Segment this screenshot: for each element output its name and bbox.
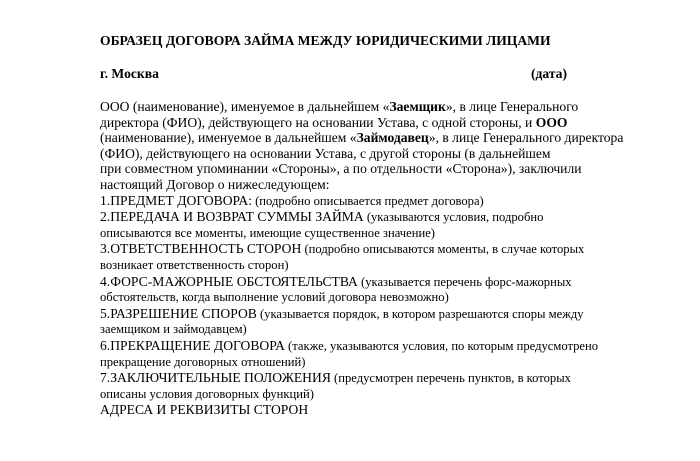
section-4 (100, 274, 675, 291)
city-date-row (100, 66, 567, 82)
date-placeholder: (дата) (530, 66, 567, 81)
preamble-line (100, 115, 675, 131)
section-note: (предусмотрен перечень пунктов, в которых (330, 371, 571, 386)
section-note-continued: описаны условия договорных функций) (100, 386, 314, 401)
section-note-continued: возникает ответственность сторон) (100, 257, 289, 272)
section-heading: 4.ФОРС-МАЖОРНЫЕ ОБСТОЯТЕЛЬСТВА (100, 273, 358, 289)
section-5 (100, 306, 675, 323)
closing-heading: АДРЕСА И РЕКВИЗИТЫ СТОРОН (100, 402, 309, 418)
section-note: (указывается порядок, в котором разрешаются споры между (256, 306, 584, 321)
second-party-ooo: ООО (535, 114, 568, 130)
section-note: (указывается перечень форс-мажорных (357, 274, 572, 289)
lender-term: Займодавец (356, 130, 429, 146)
section-note-continued: описываются все моменты, имеющие существенное значение) (100, 225, 435, 240)
section-note-continued: обстоятельств, когда выполнение условий договора невозможно) (100, 290, 449, 305)
section-1 (100, 193, 675, 210)
preamble-line (100, 130, 675, 146)
preamble-line: (ФИО), действующего на основании Устава, с другой стороны (в дальнейшем (100, 145, 551, 161)
section-heading: 2.ПЕРЕДАЧА И ВОЗВРАТ СУММЫ ЗАЙМА (100, 209, 364, 225)
preamble-line: при совместном упоминании «Стороны», а по отдельности «Сторона»), заключили (100, 161, 582, 177)
preamble-line (100, 99, 675, 115)
section-heading: 3.ОТВЕТСТВЕННОСТЬ СТОРОН (100, 241, 302, 257)
preamble-line: настоящий Договор о нижеследующем: (100, 176, 330, 192)
section-note: (также, указываются условия, по которым предусмотрено (284, 338, 599, 353)
section-heading: 5.РАЗРЕШЕНИЕ СПОРОВ (100, 305, 257, 321)
preamble-text: (наименование), именуемое в дальнейшем « (100, 130, 357, 146)
section-note: (подробно описывается предмет договора) (251, 193, 484, 208)
section-3 (100, 241, 675, 258)
section-note-continued: прекращение договорных отношений) (100, 354, 306, 369)
contract-body (100, 99, 675, 418)
preamble-text: директора (ФИО), действующего на основании Устава, с одной стороны, и (100, 114, 536, 130)
section-note-continued: заемщиком и займодавцем) (100, 322, 247, 337)
section-heading: 6.ПРЕКРАЩЕНИЕ ДОГОВОРА (100, 337, 285, 353)
borrower-term: Заемщик (389, 99, 446, 114)
section-heading: 1.ПРЕДМЕТ ДОГОВОРА: (100, 192, 252, 208)
section-note: (подробно описываются моменты, в случае которых (301, 242, 585, 257)
preamble-text: », в лице Генерального (445, 99, 579, 114)
section-2 (100, 209, 675, 226)
document-title: ОБРАЗЕЦ ДОГОВОРА ЗАЙМА МЕЖДУ ЮРИДИЧЕСКИМИ ЛИЦАМИ (100, 33, 551, 48)
section-7 (100, 370, 675, 387)
city-label: г. Москва (100, 66, 159, 81)
preamble-text: ООО (наименование), именуемое в дальнейшем « (100, 99, 390, 114)
section-heading: 7.ЗАКЛЮЧИТЕЛЬНЫЕ ПОЛОЖЕНИЯ (100, 370, 331, 386)
preamble-text: », в лице Генерального директора (428, 130, 624, 146)
document-page (100, 0, 680, 461)
section-6 (100, 338, 675, 355)
section-note: (указываются условия, подробно (363, 210, 544, 225)
